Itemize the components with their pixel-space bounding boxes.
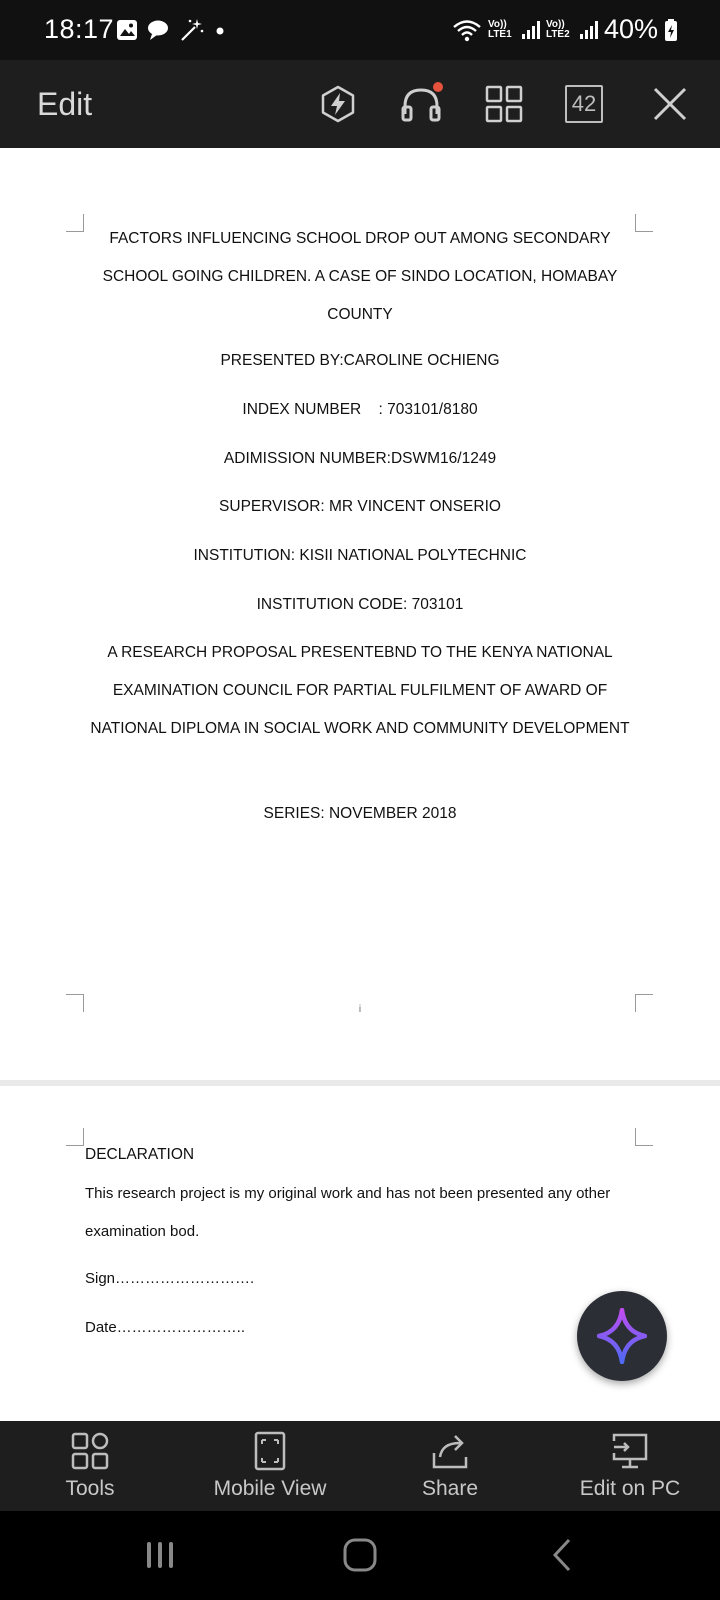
mobile-view-label: Mobile View <box>213 1477 327 1500</box>
document-title: FACTORS INFLUENCING SCHOOL DROP OUT AMONG SECONDARY SCHOOL GOING CHILDREN. A CASE OF SINDO LOCATION, HOMABAY COUNTY <box>102 230 618 323</box>
document-viewer[interactable] <box>0 148 720 1421</box>
sim1-signal-icon <box>522 21 540 39</box>
audio-notification-dot <box>433 82 443 92</box>
margin-corner-top-right <box>635 214 653 232</box>
margin-corner-top-left <box>66 214 84 232</box>
battery-charging-icon <box>664 18 678 42</box>
page-count-button[interactable] <box>565 85 603 123</box>
presented-by: PRESENTED BY:CAROLINE OCHIENG <box>220 352 500 369</box>
share-icon <box>430 1431 470 1471</box>
close-button[interactable] <box>648 82 692 126</box>
mobile-view-button[interactable] <box>180 1421 360 1511</box>
date-line: Date…………………….. <box>85 1319 246 1336</box>
app-toolbar <box>0 60 720 148</box>
chat-notification-icon <box>146 19 170 41</box>
mobile-view-icon <box>253 1431 287 1471</box>
edit-on-pc-button[interactable] <box>540 1421 720 1511</box>
index-number: INDEX NUMBER : 703101/8180 <box>242 401 478 418</box>
system-icons <box>452 14 678 45</box>
tools-grid-icon <box>70 1431 110 1471</box>
supervisor: SUPERVISOR: MR VINCENT ONSERIO <box>219 498 501 515</box>
system-navigation-bar <box>0 1511 720 1600</box>
more-notifications-dot-icon <box>212 19 228 41</box>
edit-on-pc-label: Edit on PC <box>579 1477 681 1500</box>
share-button[interactable] <box>360 1421 540 1511</box>
grid-icon <box>484 84 524 124</box>
tools-button[interactable] <box>0 1421 180 1511</box>
sim1-label: Vo)) LTE1 <box>487 18 512 40</box>
back-icon <box>547 1537 577 1573</box>
ai-assistant-button[interactable] <box>577 1291 667 1381</box>
institution: INSTITUTION: KISII NATIONAL POLYTECHNIC <box>193 547 527 564</box>
bottom-toolbar <box>0 1421 720 1511</box>
lightning-hexagon-icon <box>318 84 358 124</box>
status-time: 18:17 <box>44 14 115 44</box>
declaration-heading: DECLARATION <box>85 1146 195 1163</box>
notification-icons <box>116 18 228 42</box>
status-bar <box>0 0 720 60</box>
margin-corner-top-left <box>66 1128 84 1146</box>
magic-wand-notification-icon <box>178 18 204 42</box>
admission-number: ADIMISSION NUMBER:DSWM16/1249 <box>223 450 497 467</box>
declaration-statement: This research project is my original work and has not been presented any other examination bod. <box>85 1185 611 1240</box>
document-page-1 <box>0 148 720 1080</box>
proposal-statement: A RESEARCH PROPOSAL PRESENTEBND TO THE KENYA NATIONAL EXAMINATION COUNCIL FOR PARTIAL FULFILMENT OF AWARD OF NATIONAL DIPLOMA IN SOCIAL WORK AND COMMUNITY DEVELOPMENT <box>90 644 630 737</box>
margin-corner-top-right <box>635 1128 653 1146</box>
home-button[interactable] <box>338 1533 382 1577</box>
sim2-label: Vo)) LTE2 <box>545 18 570 40</box>
back-button[interactable] <box>540 1533 584 1577</box>
institution-code: INSTITUTION CODE: 703101 <box>256 596 464 613</box>
sim2-signal-icon <box>580 21 598 39</box>
sign-line: Sign………………………. <box>85 1270 255 1287</box>
home-icon <box>342 1537 378 1573</box>
edit-on-pc-icon <box>610 1431 650 1471</box>
wifi-icon <box>452 18 482 42</box>
close-icon <box>652 86 688 122</box>
recent-apps-icon <box>143 1538 177 1572</box>
apps-grid-button[interactable] <box>482 82 526 126</box>
recent-apps-button[interactable] <box>138 1533 182 1577</box>
share-label: Share <box>421 1477 479 1500</box>
audio-button[interactable] <box>399 82 443 126</box>
sparkle-icon <box>597 1308 647 1364</box>
tools-label: Tools <box>65 1477 115 1500</box>
toolbar-title: Edit <box>37 86 93 122</box>
series: SERIES: NOVEMBER 2018 <box>263 805 457 822</box>
battery-level: 40% <box>603 14 658 44</box>
gallery-notification-icon <box>116 19 138 41</box>
page-number: i <box>358 1004 362 1015</box>
page-count: 42 <box>571 91 597 116</box>
quick-action-button[interactable] <box>316 82 360 126</box>
